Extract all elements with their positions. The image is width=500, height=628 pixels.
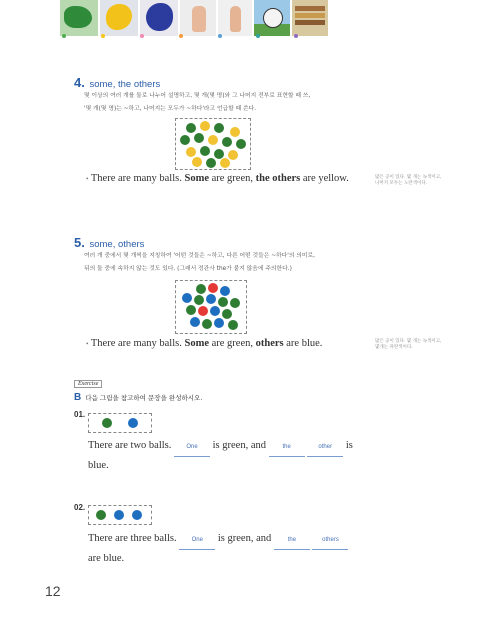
hand-three-fingers-photo [180, 0, 216, 36]
blue-ball [190, 317, 200, 327]
color-dot [179, 34, 183, 38]
answer-blank[interactable]: One [174, 438, 210, 457]
blue-ball [114, 510, 124, 520]
green-ball [200, 146, 210, 156]
sentence-text: There are three balls. [88, 533, 177, 544]
green-ball [186, 123, 196, 133]
blue-ball [206, 294, 216, 304]
color-dot [101, 34, 105, 38]
answer-blank[interactable]: the [274, 531, 310, 550]
green-ball [228, 320, 238, 330]
green-ball [236, 139, 246, 149]
exercise-letter: B [74, 392, 82, 403]
note-line: 많은 공이 있다. 몇 개는 녹색이고, [375, 175, 442, 180]
green-ball [180, 135, 190, 145]
color-dot [62, 34, 66, 38]
green-ball [214, 123, 224, 133]
section-number: 5. [74, 235, 85, 250]
header-photo-strip [0, 0, 500, 40]
green-ball [194, 133, 204, 143]
note-line: 몇개는 파란색이다. [375, 345, 413, 350]
sentence-text: is green, and [217, 533, 272, 544]
instruction-text: 다음 그림을 참고하여 문장을 완성하시오. [85, 394, 203, 402]
question-2-sentence [88, 530, 358, 568]
soccer-ball-photo [254, 0, 290, 36]
section-4-ball-illustration [175, 118, 251, 170]
books-photo [292, 0, 328, 36]
question-1-sentence [88, 437, 358, 475]
green-paint-photo [60, 0, 98, 36]
yellow-ball [230, 127, 240, 137]
sentence-text: is green, and [212, 440, 266, 451]
sentence-text: There are two balls. [88, 440, 172, 451]
answer-blank[interactable]: the [269, 438, 305, 457]
question-1-illustration [88, 413, 152, 433]
section-title-text: some, others [89, 239, 145, 250]
bullet: • [86, 340, 89, 348]
green-ball [218, 297, 228, 307]
section-5-description-line-2: 뒤의 둘 중에 속하지 않는 것도 있다. (그래서 정관사 the가 붙지 않음에 주의한다.) [84, 266, 292, 272]
blue-ball [128, 418, 138, 428]
green-ball [186, 305, 196, 315]
keyword-some: Some [184, 338, 209, 349]
color-dot [294, 34, 298, 38]
note-line: 많은 공이 있다. 몇 개는 녹색이고, [375, 339, 442, 344]
color-dot [140, 34, 144, 38]
question-2-illustration [88, 505, 152, 525]
sentence-text: blue. [88, 460, 109, 471]
yellow-ball [192, 157, 202, 167]
section-5-description-line-1: 여러 개 중에서 몇 개씩을 지칭하여 '어떤 것들은 ~하고, 다른 어떤 것들은 ~하다'의 의미로, [84, 253, 315, 259]
keyword-some: Some [184, 173, 209, 184]
question-1-label: 01. [74, 410, 86, 419]
question-2-label: 02. [74, 503, 86, 512]
section-5-translation-note [375, 339, 445, 351]
green-ball [230, 298, 240, 308]
color-dot [218, 34, 222, 38]
page-number: 12 [45, 583, 61, 599]
keyword-the-others: the others [255, 173, 301, 184]
blue-ball [210, 306, 220, 316]
green-ball [194, 295, 204, 305]
blue-paint-photo [140, 0, 178, 36]
section-4-example-sentence [86, 173, 349, 184]
section-5-ball-illustration [175, 280, 247, 334]
green-ball [206, 158, 216, 168]
section-number: 4. [74, 75, 85, 90]
example-text: There are many balls. [90, 338, 182, 349]
color-dot [256, 34, 260, 38]
section-4-title [74, 75, 160, 90]
exercise-instruction [74, 392, 202, 403]
blue-ball [214, 318, 224, 328]
answer-blank[interactable]: One [179, 531, 215, 550]
yellow-ball [220, 158, 230, 168]
section-5-title [74, 235, 144, 250]
red-ball [198, 306, 208, 316]
answer-blank[interactable]: other [307, 438, 343, 457]
note-line: 나머지 모두는 노란색이다. [375, 181, 428, 186]
example-text: There are many balls. [90, 173, 182, 184]
yellow-ball [200, 121, 210, 131]
section-4-description-line-2: '몇 개(몇 명)는 ~하고, 나머지는 모두가 ~하다'라고 언급할 때 쓴다. [84, 106, 257, 112]
green-ball [96, 510, 106, 520]
hand-two-fingers-photo [218, 0, 252, 36]
blue-ball [182, 293, 192, 303]
keyword-others: others [255, 338, 284, 349]
green-ball [222, 309, 232, 319]
red-ball [208, 283, 218, 293]
green-ball [102, 418, 112, 428]
section-4-translation-note [375, 175, 445, 187]
example-text: are green, [211, 338, 253, 349]
example-text: are green, [211, 173, 253, 184]
yellow-paint-photo [100, 0, 138, 36]
blue-ball [132, 510, 142, 520]
section-title-text: some, the others [89, 79, 161, 90]
section-5-example-sentence [86, 338, 322, 349]
blue-ball [220, 286, 230, 296]
sentence-text: is [345, 440, 353, 451]
exercise-tag: Exercise [74, 380, 102, 388]
yellow-ball [186, 147, 196, 157]
green-ball [222, 137, 232, 147]
answer-blank[interactable]: others [312, 531, 348, 550]
bullet: • [86, 175, 89, 183]
yellow-ball [228, 150, 238, 160]
example-text: are yellow. [302, 173, 349, 184]
green-ball [202, 319, 212, 329]
example-text: are blue. [286, 338, 323, 349]
green-ball [196, 284, 206, 294]
sentence-text: are blue. [88, 553, 125, 564]
section-4-description-line-1: 몇 이상의 여러 개를 둘로 나누어 설명하고, 몇 개(몇 명)와 그 나머지 전부로 표현할 때 쓰, [84, 93, 311, 99]
yellow-ball [208, 135, 218, 145]
